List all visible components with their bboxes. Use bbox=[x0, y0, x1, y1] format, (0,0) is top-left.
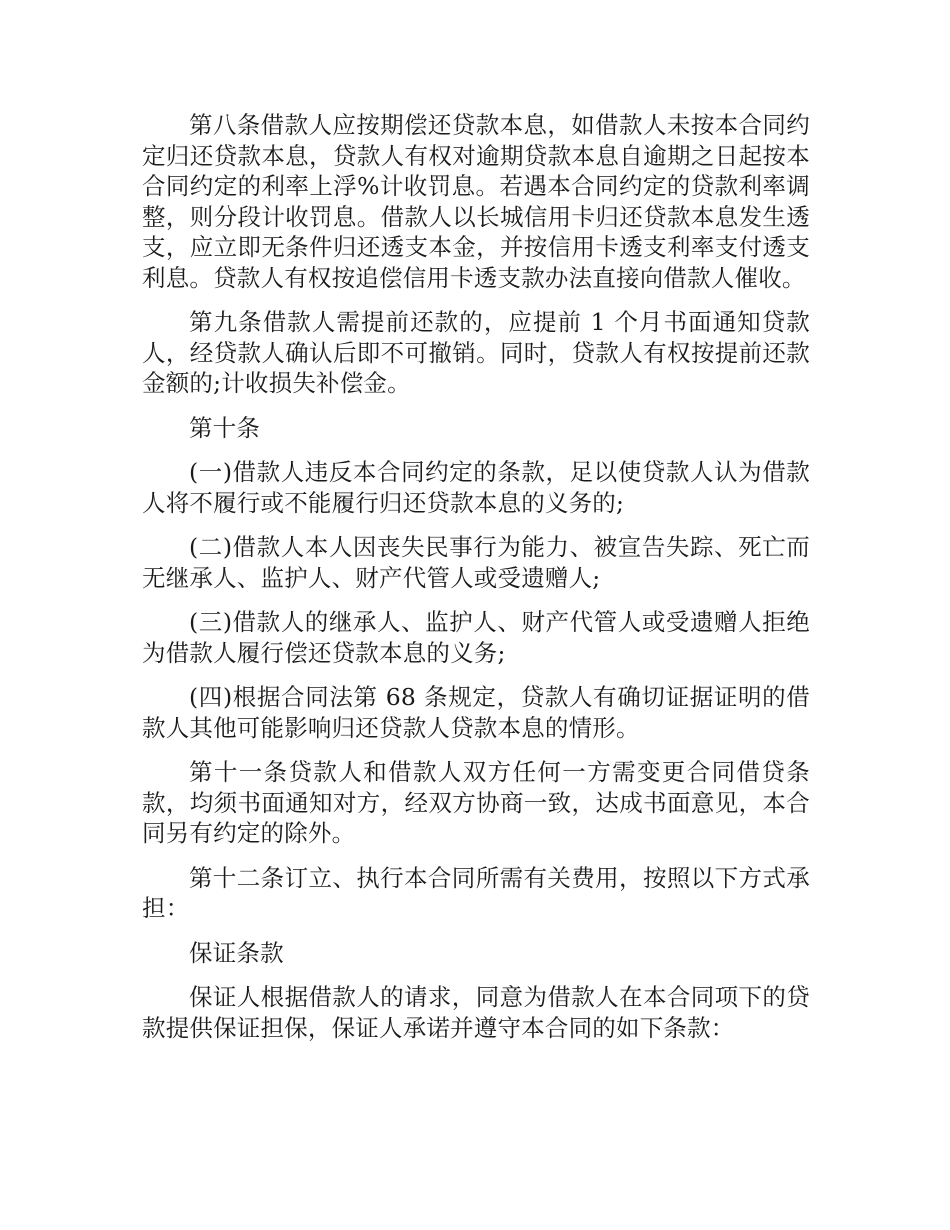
paragraph-article-8: 第八条借款人应按期偿还贷款本息，如借款人未按本合同约定归还贷款本息，贷款人有权对逾期贷款本息自逾期之日起按本合同约定的利率上浮%计收罚息。若遇本合同约定的贷款利率调整，则分段计收罚息。借款人以长城信用卡归还贷款本息发生透支，应立即无条件归还透支本金，并按信用卡透支利率支付透支利息。贷款人有权按追偿信用卡透支款办法直接向借款人催收。 bbox=[142, 111, 810, 292]
paragraph-article-10-item-4: (四)根据合同法第 68 条规定，贷款人有确切证据证明的借款人其他可能影响归还贷款人贷款本息的情形。 bbox=[142, 683, 810, 742]
document-body bbox=[142, 110, 810, 1043]
paragraph-article-10-item-3: (三)借款人的继承人、监护人、财产代管人或受遗赠人拒绝为借款人履行偿还贷款本息的义务; bbox=[142, 608, 810, 667]
paragraph-article-11: 第十一条贷款人和借款人双方任何一方需变更合同借贷条款，均须书面通知对方，经双方协商一致，达成书面意见，本合同另有约定的除外。 bbox=[142, 758, 810, 847]
paragraph-article-12: 第十二条订立、执行本合同所需有关费用，按照以下方式承担： bbox=[142, 863, 810, 922]
paragraph-guarantee-intro: 保证人根据借款人的请求，同意为借款人在本合同项下的贷款提供保证担保，保证人承诺并遵守本合同的如下条款： bbox=[142, 983, 810, 1042]
paragraph-guarantee-heading: 保证条款 bbox=[189, 938, 284, 967]
paragraph-article-10-item-2: (二)借款人本人因丧失民事行为能力、被宣告失踪、死亡而无继承人、监护人、财产代管人或受遗赠人; bbox=[142, 533, 810, 592]
paragraph-article-10-item-1: (一)借款人违反本合同约定的条款，足以使贷款人认为借款人将不履行或不能履行归还贷款本息的义务的; bbox=[142, 458, 810, 517]
paragraph-article-9: 第九条借款人需提前还款的，应提前 1 个月书面通知贷款人，经贷款人确认后即不可撤销。同时，贷款人有权按提前还款金额的;计收损失补偿金。 bbox=[142, 308, 810, 397]
paragraph-article-10-heading: 第十条 bbox=[189, 413, 261, 442]
